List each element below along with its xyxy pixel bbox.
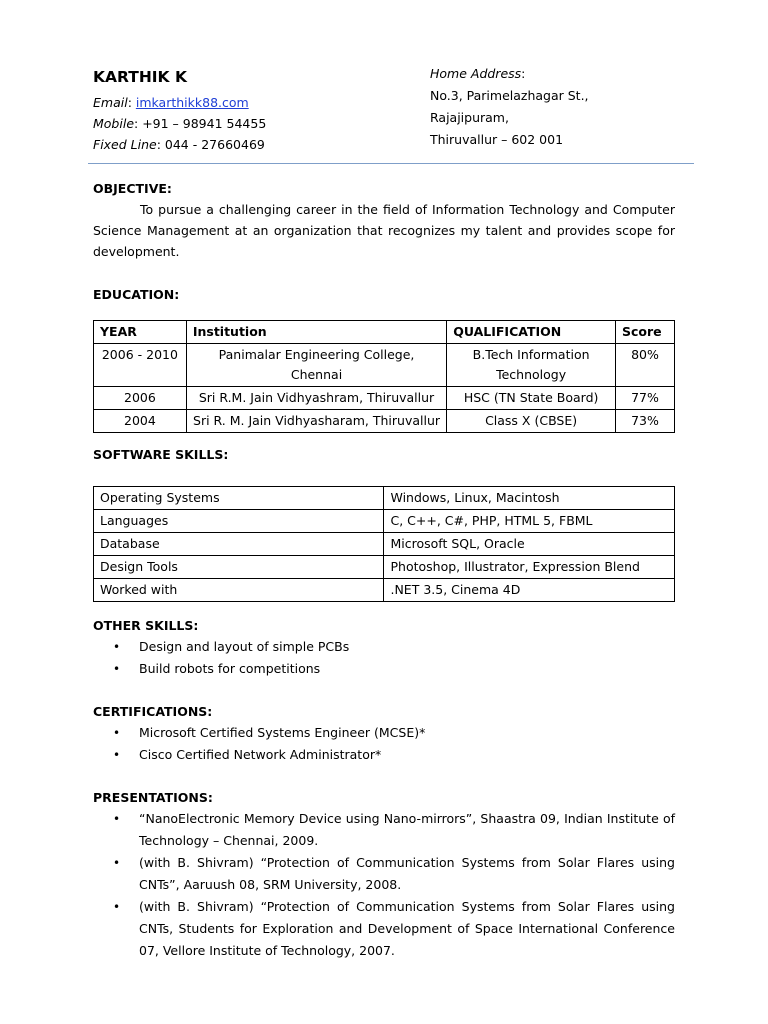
score-cell: 73% xyxy=(616,410,675,433)
column-header: Institution xyxy=(186,321,446,344)
software-skills-title: SOFTWARE SKILLS: xyxy=(93,447,229,462)
skill-value-cell: C, C++, C#, PHP, HTML 5, FBML xyxy=(384,510,675,533)
presentations-title: PRESENTATIONS: xyxy=(93,790,213,805)
presentations-section xyxy=(93,787,675,962)
list-item xyxy=(93,658,675,680)
list-item-text: (with B. Shivram) “Protection of Communication Systems from Solar Flares using CNTs”, Aaruush 08, SRM University, 2008. xyxy=(139,855,675,892)
fixed-line-number: 044 - 27660469 xyxy=(164,137,265,152)
skill-value-cell: Photoshop, Illustrator, Expression Blend xyxy=(384,556,675,579)
table-row xyxy=(94,556,675,579)
table-row xyxy=(94,387,675,410)
other-skills-list xyxy=(93,636,675,680)
skill-category-cell: Database xyxy=(94,533,384,556)
certifications-list xyxy=(93,722,675,766)
software-skills-section xyxy=(93,444,675,465)
list-item-text: Design and layout of simple PCBs xyxy=(139,639,350,654)
other-skills-section xyxy=(93,615,675,680)
score-cell: 77% xyxy=(616,387,675,410)
qualification-cell: Class X (CBSE) xyxy=(447,410,616,433)
education-title: EDUCATION: xyxy=(93,287,180,302)
score-cell: 80% xyxy=(616,344,675,387)
table-row xyxy=(94,533,675,556)
email-line: Email: imkarthikk88.com xyxy=(93,95,249,110)
year-cell: 2004 xyxy=(94,410,187,433)
table-row xyxy=(94,487,675,510)
objective-text: To pursue a challenging career in the field of Information Technology and Computer Science Management at an organization that recognizes my talent and provides scope for development. xyxy=(93,202,675,259)
skill-category-cell: Languages xyxy=(94,510,384,533)
skill-value-cell: Microsoft SQL, Oracle xyxy=(384,533,675,556)
list-item-text: “NanoElectronic Memory Device using Nano-mirrors”, Shaastra 09, Indian Institute of Technology – Chennai, 2009. xyxy=(139,811,675,848)
address-line: No.3, Parimelazhagar St., xyxy=(430,88,589,103)
bullet-icon: • xyxy=(113,812,121,826)
table-row xyxy=(94,410,675,433)
objective-section xyxy=(93,178,675,262)
year-cell: 2006 xyxy=(94,387,187,410)
bullet-icon: • xyxy=(113,900,121,914)
list-item-text: Cisco Certified Network Administrator* xyxy=(139,747,382,762)
mobile-line: Mobile: +91 – 98941 54455 xyxy=(93,116,267,131)
bullet-icon: • xyxy=(113,662,121,676)
contact-block xyxy=(93,66,266,155)
institution-cell: Sri R. M. Jain Vidhyasharam, Thiruvallur xyxy=(186,410,446,433)
education-table-wrap xyxy=(93,320,675,433)
bullet-icon: • xyxy=(113,748,121,762)
software-skills-table xyxy=(93,486,675,602)
bullet-icon: • xyxy=(113,856,121,870)
list-item xyxy=(93,852,675,896)
list-item-text: Build robots for competitions xyxy=(139,661,321,676)
column-header: YEAR xyxy=(94,321,187,344)
mobile-label: Mobile xyxy=(93,116,135,131)
presentations-list xyxy=(93,808,675,962)
table-row xyxy=(94,344,675,387)
address-block xyxy=(430,63,589,151)
skill-category-cell: Worked with xyxy=(94,579,384,602)
list-item xyxy=(93,808,675,852)
certifications-section xyxy=(93,701,675,766)
skill-value-cell: .NET 3.5, Cinema 4D xyxy=(384,579,675,602)
fixed-line-label: Fixed Line xyxy=(93,137,157,152)
table-row xyxy=(94,510,675,533)
email-label: Email xyxy=(93,95,128,110)
fixed-line: Fixed Line: 044 - 27660469 xyxy=(93,137,265,152)
email-link[interactable]: imkarthikk88.com xyxy=(135,95,249,110)
column-header: Score xyxy=(616,321,675,344)
header-divider xyxy=(88,163,694,164)
list-item-text: (with B. Shivram) “Protection of Communication Systems from Solar Flares using CNTs, Students for Exploration and Development of Space International Conference 07, Vellore Institute of Technology, 2007. xyxy=(139,899,675,958)
education-table xyxy=(93,320,675,433)
qualification-cell: B.Tech Information Technology xyxy=(447,344,616,387)
skill-category-cell: Operating Systems xyxy=(94,487,384,510)
other-skills-title: OTHER SKILLS: xyxy=(93,618,199,633)
table-header-row xyxy=(94,321,675,344)
candidate-name: KARTHIK K xyxy=(93,68,187,86)
skill-category-cell: Design Tools xyxy=(94,556,384,579)
address-heading: Home Address: xyxy=(430,66,526,81)
list-item xyxy=(93,744,675,766)
column-header: QUALIFICATION xyxy=(447,321,616,344)
table-row xyxy=(94,579,675,602)
mobile-number: +91 – 98941 54455 xyxy=(142,116,267,131)
objective-title: OBJECTIVE: xyxy=(93,181,172,196)
education-section xyxy=(93,284,675,305)
software-table-wrap xyxy=(93,486,675,602)
address-line: Rajajipuram, xyxy=(430,110,509,125)
institution-cell: Panimalar Engineering College, Chennai xyxy=(186,344,446,387)
qualification-cell: HSC (TN State Board) xyxy=(447,387,616,410)
list-item xyxy=(93,896,675,962)
address-label: Home Address xyxy=(430,66,522,81)
list-item xyxy=(93,636,675,658)
bullet-icon: • xyxy=(113,640,121,654)
bullet-icon: • xyxy=(113,726,121,740)
skill-value-cell: Windows, Linux, Macintosh xyxy=(384,487,675,510)
address-line: Thiruvallur – 602 001 xyxy=(430,132,564,147)
year-cell: 2006 - 2010 xyxy=(94,344,187,387)
list-item xyxy=(93,722,675,744)
list-item-text: Microsoft Certified Systems Engineer (MCSE)* xyxy=(139,725,426,740)
certifications-title: CERTIFICATIONS: xyxy=(93,704,213,719)
institution-cell: Sri R.M. Jain Vidhyashram, Thiruvallur xyxy=(186,387,446,410)
